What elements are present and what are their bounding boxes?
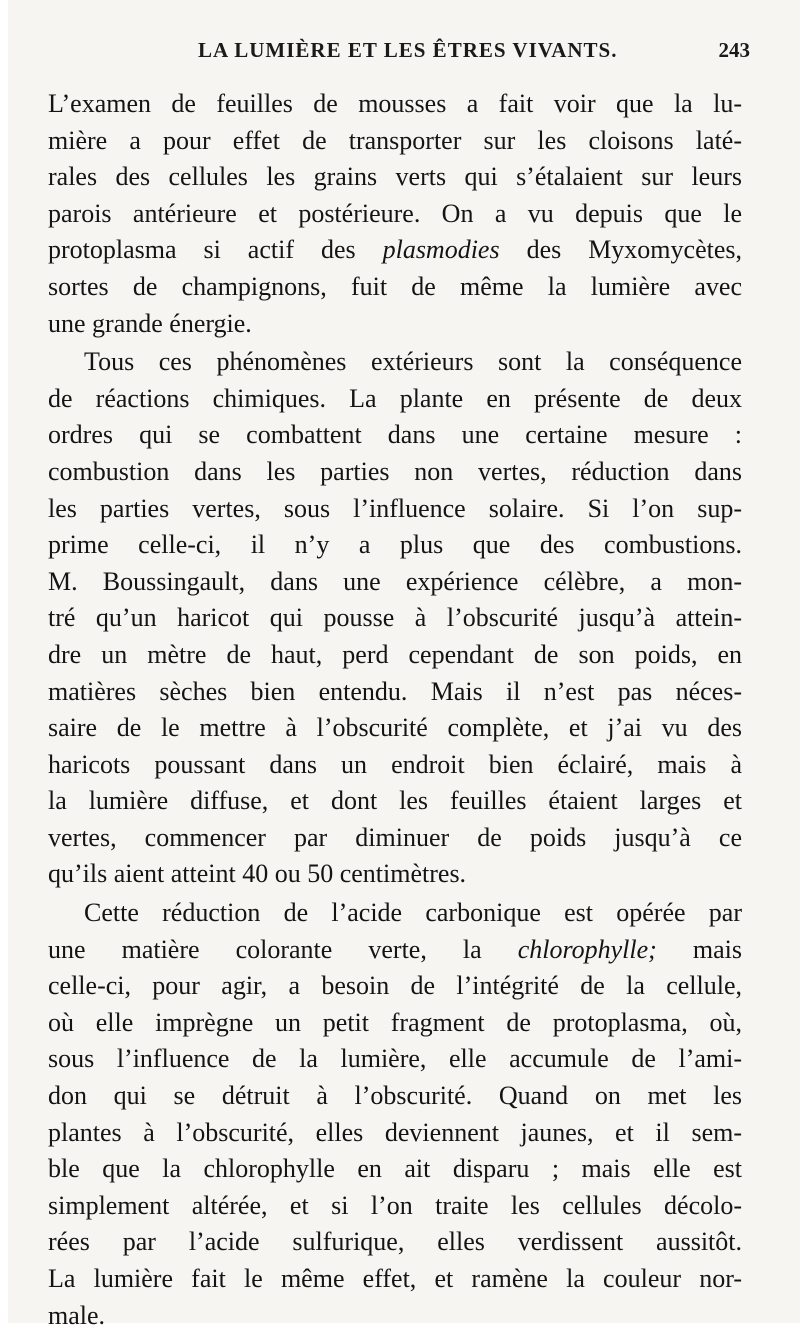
text-line: parois antérieure et postérieure. On a vu depuis que le [48, 198, 742, 228]
page-number: 243 [718, 38, 750, 62]
text-line: ordres qui se combattent dans une certaine mesure : [48, 420, 742, 450]
text-line: les parties vertes, sous l’influence solaire. Si l’on sup- [48, 493, 742, 523]
text-line: une grande énergie. [48, 308, 252, 338]
text-line: vertes, commencer par diminuer de poids jusqu’à ce [48, 822, 742, 852]
text-line: dre un mètre de haut, perd cependant de son poids, en [48, 639, 742, 669]
italic-term: chlorophylle; [517, 934, 657, 964]
running-title: LA LUMIÈRE ET LES ÊTRES VIVANTS. [198, 38, 618, 62]
text-line: plantes à l’obscurité, elles deviennent jaunes, et il sem- [48, 1117, 742, 1147]
text-line-with-italic: une matière colorante verte, la chlorophylle; mais [48, 934, 742, 964]
body-text [48, 86, 742, 1334]
text-line: la lumière diffuse, et dont les feuilles étaient larges et [48, 786, 742, 816]
text-line-with-italic: protoplasma si actif des plasmodies des Myxomycètes, [48, 235, 742, 265]
text-line: qu’ils aient atteint 40 ou 50 centimètres. [48, 859, 467, 889]
text-line: tré qu’un haricot qui pousse à l’obscurité jusqu’à attein- [48, 603, 742, 633]
text-line: saire de le mettre à l’obscurité complète, et j’ai vu des [48, 713, 742, 743]
text-line: rées par l’acide sulfurique, elles verdissent aussitôt. [48, 1227, 742, 1257]
text-line: male. [48, 1300, 106, 1330]
paragraph-3 [48, 895, 742, 1334]
text-line: sortes de champignons, fuit de même la lumière avec [48, 271, 742, 301]
text-line: Cette réduction de l’acide carbonique est opérée par [84, 898, 742, 928]
paragraph-2 [48, 344, 742, 893]
text-line: La lumière fait le même effet, et ramène la couleur nor- [48, 1264, 742, 1293]
text-line: M. Boussingault, dans une expérience célèbre, a mon- [48, 566, 742, 596]
italic-term: plasmodies [382, 235, 500, 265]
text-line: rales des cellules les grains verts qui s’étalaient sur leurs [48, 162, 742, 192]
page-header [60, 38, 750, 78]
text-line: matières sèches bien entendu. Mais il n’est pas néces- [48, 676, 742, 706]
text-line: L’examen de feuilles de mousses a fait voir que la lu- [48, 89, 742, 118]
text-line: ble que la chlorophylle en ait disparu ; mais elle est [48, 1154, 742, 1184]
paragraph-1 [48, 86, 742, 342]
text-line: don qui se détruit à l’obscurité. Quand on met les [48, 1081, 742, 1111]
text-line: Tous ces phénomènes extérieurs sont la conséquence [84, 347, 742, 377]
text-line: simplement altérée, et si l’on traite les cellules décolo- [48, 1190, 742, 1220]
text-line: combustion dans les parties non vertes, réduction dans [48, 456, 742, 486]
text-line: sous l’influence de la lumière, elle accumule de l’ami- [48, 1044, 742, 1074]
text-line: celle-ci, pour agir, a besoin de l’intégrité de la cellule, [48, 971, 742, 1001]
text-line: où elle imprègne un petit fragment de protoplasma, où, [48, 1007, 742, 1037]
text-line: haricots poussant dans un endroit bien éclairé, mais à [48, 749, 742, 779]
text-line: mière a pour effet de transporter sur les cloisons laté- [48, 125, 742, 155]
text-line: de réactions chimiques. La plante en présente de deux [48, 383, 742, 413]
text-line: prime celle-ci, il n’y a plus que des combustions. [48, 530, 742, 560]
